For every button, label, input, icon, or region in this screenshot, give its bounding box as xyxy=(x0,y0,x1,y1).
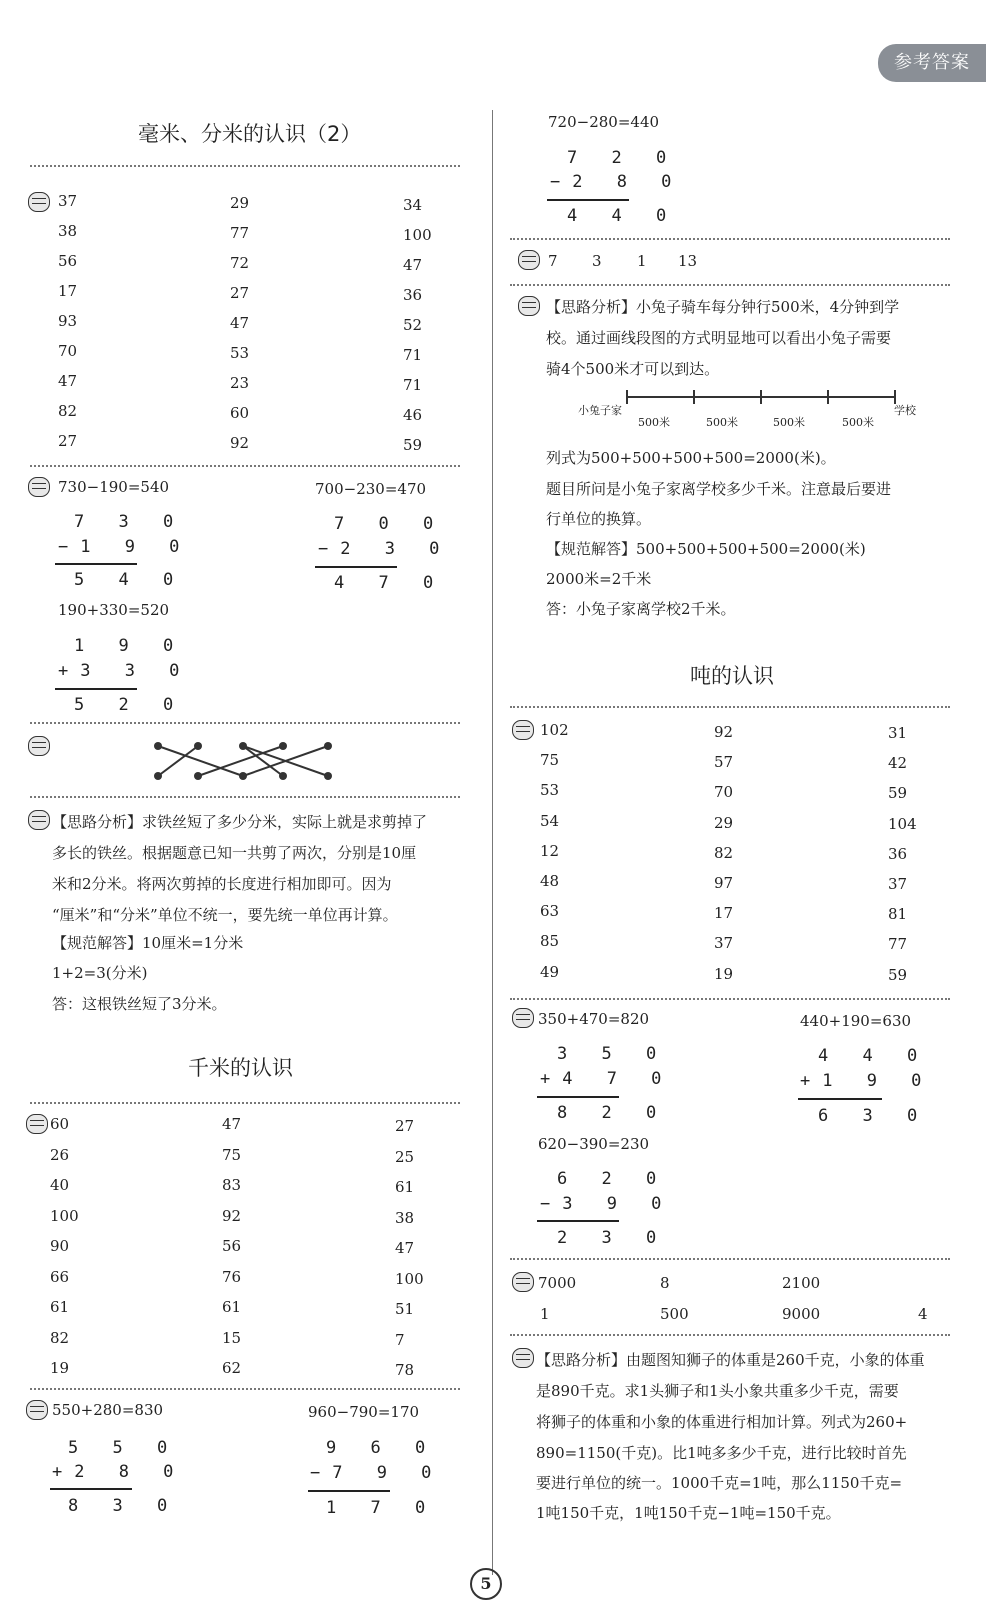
answer-text: 答：小兔子家离学校2千米。 xyxy=(546,600,736,618)
analysis-text: 【思路分析】求铁丝短了多少分米，实际上就是求剪掉了 xyxy=(52,813,428,831)
answer-value: 37 xyxy=(888,875,908,893)
answer-value: 1 xyxy=(637,252,647,270)
vertical-calc-line: 4 4 0 xyxy=(818,1046,930,1066)
vertical-calc-line: −3 9 0 xyxy=(540,1194,674,1214)
answer-value: 83 xyxy=(222,1176,242,1194)
answer-value: 7000 xyxy=(538,1274,577,1292)
answer-value: 78 xyxy=(395,1361,415,1379)
segment-label: 500米 xyxy=(706,416,738,429)
answer-value: 82 xyxy=(58,402,78,420)
answer-value: 27 xyxy=(58,432,78,450)
analysis-text: 米和2分米。将两次剪掉的长度进行相加即可。因为 xyxy=(52,875,392,893)
question-icon xyxy=(26,1400,48,1420)
vertical-calc-line: 4 7 0 xyxy=(334,573,446,593)
vertical-calc-line: 9 6 0 xyxy=(326,1438,438,1458)
answer-value: 104 xyxy=(888,814,917,833)
analysis-text: 1吨150千克，1吨150千克−1吨=150千克。 xyxy=(536,1504,841,1522)
dotted-separator xyxy=(510,238,950,240)
calc-rule xyxy=(547,199,629,201)
analysis-text: 多长的铁丝。根据题意已知一共剪了两次，分别是10厘 xyxy=(52,844,417,862)
equation: 550+280=830 xyxy=(52,1401,164,1419)
answer-value: 19 xyxy=(714,964,734,983)
question-icon xyxy=(26,1114,48,1134)
equation: 720−280=440 xyxy=(548,113,660,131)
answer-value: 17 xyxy=(58,282,78,300)
answer-value: 36 xyxy=(888,844,908,863)
answer-value: 56 xyxy=(222,1237,242,1255)
question-icon xyxy=(512,1348,534,1368)
answer-value: 17 xyxy=(714,904,734,923)
analysis-text: 列式为500+500+500+500=2000(米)。 xyxy=(546,449,836,467)
answer-value: 60 xyxy=(50,1115,70,1133)
answer-value: 25 xyxy=(395,1147,415,1166)
answer-value: 102 xyxy=(540,721,569,739)
calc-rule xyxy=(55,563,137,565)
answer-value: 29 xyxy=(230,194,250,212)
calc-rule xyxy=(315,566,397,568)
calc-rule xyxy=(798,1098,882,1100)
answer-value: 72 xyxy=(230,254,250,272)
answer-value: 49 xyxy=(540,962,560,981)
vertical-calc-line: 3 5 0 xyxy=(557,1044,669,1064)
answer-value: 26 xyxy=(50,1145,70,1164)
answer-value: 27 xyxy=(395,1117,415,1135)
answer-value: 46 xyxy=(403,406,423,424)
answer-value: 57 xyxy=(714,753,734,772)
solution-text: 1+2=3(分米) xyxy=(52,964,148,982)
equation: 700−230=470 xyxy=(315,480,427,498)
vertical-calc-line: 1 9 0 xyxy=(74,636,186,656)
answer-key-tag: 参考答案 xyxy=(878,44,986,82)
answer-value: 54 xyxy=(540,811,560,830)
calc-rule xyxy=(537,1096,619,1098)
calc-rule xyxy=(55,688,137,690)
vertical-calc-line: 6 3 0 xyxy=(818,1106,930,1126)
answer-value: 93 xyxy=(58,312,78,330)
vertical-calc-line: 6 2 0 xyxy=(557,1169,669,1189)
equation: 190+330=520 xyxy=(58,601,170,619)
answer-value: 63 xyxy=(540,902,560,921)
answer-value: 97 xyxy=(714,874,734,892)
question-icon xyxy=(28,192,50,212)
question-icon xyxy=(518,296,540,316)
question-icon xyxy=(512,1272,534,1292)
equation: 350+470=820 xyxy=(538,1010,650,1028)
answer-value: 29 xyxy=(714,813,734,832)
question-icon xyxy=(512,720,534,740)
answer-value: 76 xyxy=(222,1267,242,1286)
answer-value: 500 xyxy=(660,1305,689,1323)
answer-value: 38 xyxy=(58,222,78,240)
analysis-text: 【思路分析】小兔子骑车每分钟行500米，4分钟到学 xyxy=(546,298,900,316)
answer-value: 75 xyxy=(540,751,560,770)
answer-value: 100 xyxy=(403,226,432,244)
answer-value: 23 xyxy=(230,374,250,392)
line-segment-diagram xyxy=(578,386,938,436)
diagram-start-label: 小兔子家 xyxy=(578,404,622,417)
section-title-mm-dm: 毫米、分米的认识（2） xyxy=(138,122,362,146)
vertical-calc-line: +2 8 0 xyxy=(52,1462,186,1482)
vertical-calc-line: −2 8 0 xyxy=(550,172,684,192)
vertical-calc-line: 7 2 0 xyxy=(567,148,679,168)
vertical-calc-line: −2 3 0 xyxy=(318,539,452,559)
answer-value: 61 xyxy=(395,1178,415,1196)
column-divider xyxy=(492,110,493,1575)
vertical-calc-line: 7 0 0 xyxy=(334,514,446,534)
analysis-text: 要进行单位的统一。1000千克=1吨，那么1150千克= xyxy=(536,1474,903,1492)
matching-lines-diagram xyxy=(148,738,338,784)
equation: 440+190=630 xyxy=(800,1012,912,1030)
answer-value: 62 xyxy=(222,1359,242,1377)
equation: 730−190=540 xyxy=(58,478,170,496)
answer-value: 12 xyxy=(540,841,560,860)
answer-value: 48 xyxy=(540,872,560,890)
vertical-calc-line: 4 4 0 xyxy=(567,206,679,226)
equation: 960−790=170 xyxy=(308,1403,420,1421)
answer-value: 77 xyxy=(230,224,250,242)
solution-text: 【规范解答】500+500+500+500=2000(米) xyxy=(546,540,866,558)
analysis-text: 行单位的换算。 xyxy=(546,510,652,528)
question-icon xyxy=(28,736,50,756)
answer-value: 92 xyxy=(714,723,734,741)
answer-value: 59 xyxy=(403,436,423,454)
dotted-separator xyxy=(510,1334,950,1336)
answer-value: 40 xyxy=(50,1176,70,1194)
analysis-text: “厘米”和“分米”单位不统一，要先统一单位再计算。 xyxy=(52,906,398,924)
dotted-separator xyxy=(510,284,950,286)
answer-value: 85 xyxy=(540,932,560,951)
answer-value: 53 xyxy=(540,781,560,800)
answer-value: 47 xyxy=(222,1115,242,1133)
section-title-ton: 吨的认识 xyxy=(690,664,774,688)
dotted-separator xyxy=(30,722,460,724)
answer-value: 60 xyxy=(230,404,250,422)
answer-value: 47 xyxy=(395,1239,415,1257)
answer-value: 70 xyxy=(58,342,78,360)
dotted-separator xyxy=(30,165,460,167)
dotted-separator xyxy=(510,706,950,708)
answer-value: 100 xyxy=(395,1269,424,1288)
answer-value: 71 xyxy=(403,376,423,394)
answer-value: 61 xyxy=(222,1298,242,1316)
answer-value: 56 xyxy=(58,252,78,270)
answer-value: 8 xyxy=(660,1274,670,1292)
vertical-calc-line: 5 4 0 xyxy=(74,570,186,590)
answer-value: 92 xyxy=(222,1206,242,1225)
answer-value: 77 xyxy=(888,935,908,954)
answer-value: 47 xyxy=(230,314,250,332)
answer-value: 1 xyxy=(540,1305,550,1323)
answer-value: 82 xyxy=(50,1328,70,1347)
answer-value: 3 xyxy=(592,252,602,270)
analysis-text: 是890千克。求1头狮子和1头小象共重多少千克，需要 xyxy=(536,1382,899,1400)
question-icon xyxy=(28,810,50,830)
answer-value: 9000 xyxy=(782,1305,821,1323)
answer-value: 61 xyxy=(50,1298,70,1316)
answer-value: 90 xyxy=(50,1237,70,1255)
vertical-calc-line: 5 5 0 xyxy=(68,1438,180,1458)
answer-value: 66 xyxy=(50,1267,70,1286)
dotted-separator xyxy=(30,465,460,467)
answer-value: 36 xyxy=(403,286,423,304)
answer-text: 答：这根铁丝短了3分米。 xyxy=(52,995,227,1013)
analysis-text: 将狮子的体重和小象的体重进行相加计算。列式为260+ xyxy=(536,1413,908,1431)
calc-rule xyxy=(50,1488,132,1490)
answer-value: 92 xyxy=(230,434,250,452)
answer-value: 52 xyxy=(403,316,423,334)
answer-value: 82 xyxy=(714,843,734,862)
vertical-calc-line: +1 9 0 xyxy=(800,1071,934,1091)
answer-value: 7 xyxy=(548,252,558,270)
calc-rule xyxy=(308,1490,390,1492)
answer-value: 13 xyxy=(678,252,698,270)
answer-value: 53 xyxy=(230,344,250,362)
analysis-text: 890=1150(千克)。比1吨多多少千克，进行比较时首先 xyxy=(536,1444,907,1462)
answer-value: 71 xyxy=(403,346,423,364)
dotted-separator xyxy=(30,796,460,798)
vertical-calc-line: +4 7 0 xyxy=(540,1069,674,1089)
answer-value: 19 xyxy=(50,1359,70,1377)
answer-value: 59 xyxy=(888,965,908,984)
question-icon xyxy=(28,477,50,497)
answer-value: 81 xyxy=(888,905,908,924)
answer-value: 37 xyxy=(58,192,78,210)
section-title-km: 千米的认识 xyxy=(188,1056,293,1080)
analysis-text: 校。通过画线段图的方式明显地可以看出小兔子需要 xyxy=(546,329,892,347)
answer-value: 7 xyxy=(395,1330,405,1349)
vertical-calc-line: 5 2 0 xyxy=(74,695,186,715)
vertical-calc-line: 1 7 0 xyxy=(326,1498,438,1518)
vertical-calc-line: 8 3 0 xyxy=(68,1496,180,1516)
answer-value: 2100 xyxy=(782,1274,821,1292)
vertical-calc-line: 2 3 0 xyxy=(557,1228,669,1248)
segment-label: 500米 xyxy=(842,416,874,429)
answer-value: 100 xyxy=(50,1206,79,1225)
segment-label: 500米 xyxy=(773,416,805,429)
answer-value: 42 xyxy=(888,754,908,773)
vertical-calc-line: 8 2 0 xyxy=(557,1103,669,1123)
dotted-separator xyxy=(30,1388,460,1390)
answer-value: 47 xyxy=(403,256,423,274)
analysis-text: 【思路分析】由题图知狮子的体重是260千克，小象的体重 xyxy=(536,1351,925,1369)
page-number: 5 xyxy=(470,1568,502,1600)
answer-value: 37 xyxy=(714,934,734,953)
answer-value: 70 xyxy=(714,783,734,802)
question-icon xyxy=(518,250,540,270)
answer-value: 75 xyxy=(222,1145,242,1164)
analysis-text: 骑4个500米才可以到达。 xyxy=(546,360,720,378)
calc-rule xyxy=(537,1220,619,1222)
solution-text: 2000米=2千米 xyxy=(546,570,652,588)
dotted-separator xyxy=(510,998,950,1000)
answer-value: 27 xyxy=(230,284,250,302)
segment-label: 500米 xyxy=(638,416,670,429)
diagram-end-label: 学校 xyxy=(894,404,916,417)
answer-value: 31 xyxy=(888,724,908,742)
dotted-separator xyxy=(30,1102,460,1104)
answer-value: 59 xyxy=(888,784,908,803)
vertical-calc-line: −7 9 0 xyxy=(310,1463,444,1483)
answer-value: 47 xyxy=(58,372,78,390)
analysis-text: 题目所问是小兔子家离学校多少千米。注意最后要进 xyxy=(546,480,892,498)
solution-text: 【规范解答】10厘米=1分米 xyxy=(52,934,244,952)
question-icon xyxy=(512,1008,534,1028)
vertical-calc-line: 7 3 0 xyxy=(74,512,186,532)
answer-value: 51 xyxy=(395,1300,415,1318)
answer-value: 15 xyxy=(222,1328,242,1347)
answer-value: 34 xyxy=(403,196,423,214)
vertical-calc-line: +3 3 0 xyxy=(58,661,192,681)
answer-value: 4 xyxy=(918,1305,928,1323)
answer-value: 38 xyxy=(395,1208,415,1227)
vertical-calc-line: −1 9 0 xyxy=(58,537,192,557)
dotted-separator xyxy=(510,1258,950,1260)
equation: 620−390=230 xyxy=(538,1135,650,1153)
